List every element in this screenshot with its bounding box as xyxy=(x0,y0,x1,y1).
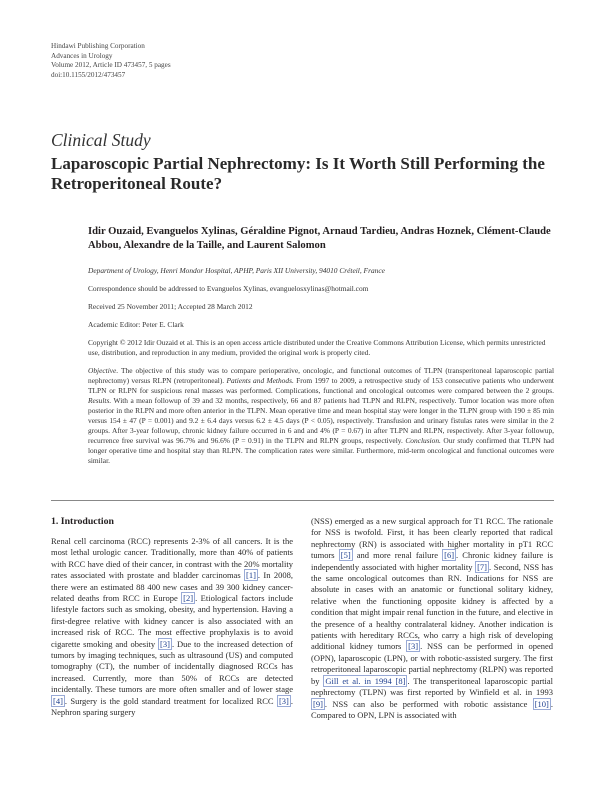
author-list: Idir Ouzaid, Evanguelos Xylinas, Géraldine Pignot, Arnaud Tardieu, Andras Hoznek, Clément-Claude Abbou, Alexandre de la Taille, and Laurent Salomon xyxy=(88,226,551,251)
copyright-notice: Copyright © 2012 Idir Ouzaid et al. This is an open access article distributed under the Creative Commons Attribution License, which permits unrestricted use, distribution, and reproduction in any medium, provided the original work is properly cited. xyxy=(88,338,546,357)
body-text: . Surgery is the gold standard treatment for localized RCC xyxy=(64,695,277,706)
section-heading-introduction: 1. Introduction xyxy=(51,516,114,527)
body-text: . Compared to OPN, LPN is associated with xyxy=(311,698,553,720)
journal-header xyxy=(51,42,171,80)
body-text: . In 2008, there were an estimated 88 400 new cases and 39 300 kidney cancer-related deaths from RCC in Europe xyxy=(51,570,293,604)
body-column-left xyxy=(51,536,293,719)
body-text: . Chronic kidney failure is independently associated with higher mortality xyxy=(311,550,553,572)
abstract-results-label: Results. xyxy=(88,396,112,406)
body-text: . Etiological factors include lifestyle factors such as smoking, obesity, and hypertension. Having a first-degree relative with kidney cancer is also associated with an increased risk of RCC. The most effective prophylaxis is to avoid cigarette smoking and obesity xyxy=(51,593,293,649)
abstract-conclusion: Our study confirmed that TLPN had longer operative time and hospital stay than RLPN. The complication rates were similar. Furthermore, mid-term oncological and functional outcomes were similar. xyxy=(88,436,555,466)
body-column-right xyxy=(311,516,553,721)
abstract-objective-label: Objective. xyxy=(88,366,119,375)
body-text: . Second, NSS has the same oncological outcomes than RN. Indications for NSS are absolute in cases with an anatomic or functional solitary kidney, relative when the functioning opposite kidney is affected by a condition that might impair renal function in the future, and elective in the presence of a healthy contralateral kidney. Another indication is patients with hereditary RCCs, who carry a high risk of developing additional kidney tumors xyxy=(311,561,553,652)
citation-link[interactable]: [4] xyxy=(53,695,63,706)
citation-link[interactable]: [3] xyxy=(160,638,170,649)
publisher: Hindawi Publishing Corporation xyxy=(51,42,145,50)
citation-link[interactable]: [3] xyxy=(408,641,419,652)
doi[interactable]: doi:10.1155/2012/473457 xyxy=(51,70,126,79)
citation-link[interactable]: [10] xyxy=(534,698,549,709)
body-text: . The transperitoneal laparoscopic partial nephrectomy (TLPN) was first reported by Winfield et al. in 1993 xyxy=(311,675,554,698)
body-text: and more renal failure xyxy=(352,550,443,561)
abstract-methods-label: Patients and Methods. xyxy=(226,376,294,386)
citation-link[interactable]: [7] xyxy=(477,561,487,572)
paper-title: Laparoscopic Partial Nephrectomy: Is It Worth Still Performing the Retroperitoneal Route? xyxy=(51,154,545,193)
body-text: . Nephron sparing surgery xyxy=(51,695,293,718)
citation-link[interactable]: [1] xyxy=(246,570,256,581)
affiliation: Department of Urology, Henri Mondor Hospital, APHP, Paris XII University, 94010 Créteil, France xyxy=(88,266,385,275)
received-date: Received 25 November 2011; Accepted 28 March 2012 xyxy=(88,302,253,311)
intro-paragraph-right xyxy=(311,516,553,721)
study-type: Clinical Study xyxy=(51,130,151,150)
intro-paragraph-left xyxy=(51,536,293,719)
citation-link[interactable]: [5] xyxy=(340,550,351,561)
volume-info: Volume 2012, Article ID 473457, 5 pages xyxy=(51,61,171,69)
abstract-objective: The objective of this study was to compare perioperative, oncologic, and functional outcomes of TLPN (transperitoneal laparoscopic partial nephrectomy) versus RLPN (retroperitoneal). xyxy=(88,366,554,386)
abstract-results: With a mean followup of 39 and 32 months, respectively, 66 and 87 patients had TLPN and RLPN, respectively. Tumor location was more often posterior in the RLPN and more often anterior in the TLPN. Mean operative time and mean hospital stay were longer in the TLPN group with 190 ± 85 min versus 154 ± 47 (P = 0.001) and 9.2 ± 6.4 days versus 6.2 ± 4.5 days (P < 0.05), respectively. Transfusion and urinary fistulas rates were similar in the 2 groups. After 3-year followup, chronic kidney failure occurred in 6 and and 4% (P = 0.67) in after TLPN and RLPN, respectively. After 3-year followup, recurrence free survival was 96.7% and 96.6% (P = 0.91) in the TLPN and RLPN groups, respectively. xyxy=(88,396,554,446)
body-text: Renal cell carcinoma (RCC) represents 2-3% of all cancers. It is the most lethal urologic cancer. Traditionally, more than 40% of patients with RCC have died of their cancer, in contrast with the 20% mortality rates associated with prostate and bladder carcinomas xyxy=(51,536,293,581)
section-divider xyxy=(51,500,554,501)
abstract-conclusion-label: Conclusion. xyxy=(405,436,441,446)
citation-link[interactable]: [3] xyxy=(278,695,289,706)
body-text: . NSS can also be performed with robotic assistance xyxy=(324,698,533,709)
body-text: . Due to the increased detection of tumors by imaging techniques, such as ultrasound (US) and computed tomography (CT), the number of incidentally diagnosed RCCs has increased. Currently, more than 50% of RCCs are detected incidentally. These tumors are more often smaller and of lower stage xyxy=(51,638,293,695)
citation-link[interactable]: [6] xyxy=(444,550,455,561)
body-text: (NSS) emerged as a new surgical approach for T1 RCC. The rationale for NSS is twofold. First, it has been clearly reported that radical nephrectomy (RN) is associated with higher mortality in pT1 RCC tumors xyxy=(311,516,553,561)
citation-link[interactable]: [9] xyxy=(313,698,323,709)
correspondence: Correspondence should be addressed to Evanguelos Xylinas, evanguelosxylinas@hotmail.com xyxy=(88,284,369,293)
abstract-methods: From 1997 to 2009, a retrospective study of 153 consecutive patients who underwent TLPN or RLPN for suspicious renal masses was performed. Complications, functional and oncological outcomes were compared between the 2 groups. xyxy=(88,376,554,396)
citation-link[interactable]: [2] xyxy=(183,593,194,604)
citation-link[interactable]: Gill et al. in 1994 [8] xyxy=(325,675,406,686)
academic-editor: Academic Editor: Peter E. Clark xyxy=(88,320,184,329)
journal-name: Advances in Urology xyxy=(51,51,113,60)
body-text: . NSS can be performed in opened (OPN), laparoscopic (LPN), or with robotic-assisted surgery. The first retroperitoneal laparoscopic partial nephrectomy (RLPN) was reported by xyxy=(311,641,553,686)
abstract xyxy=(88,366,554,466)
